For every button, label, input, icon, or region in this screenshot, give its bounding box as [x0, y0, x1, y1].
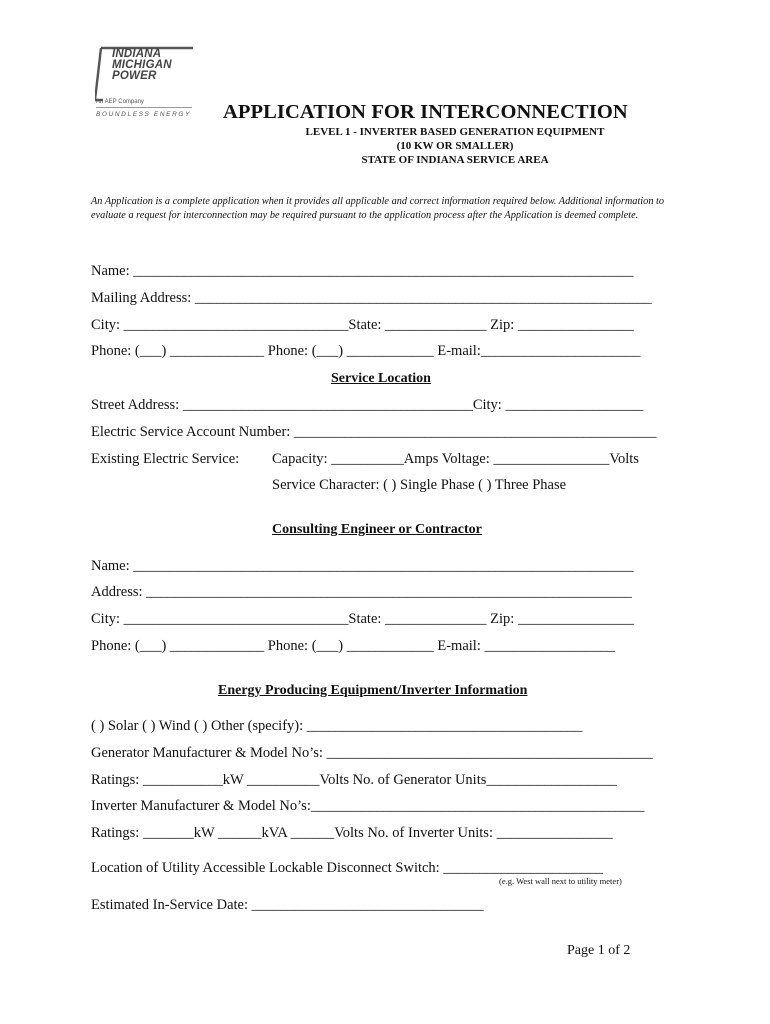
engineer-phone-email-field[interactable]: Phone: (___) _____________ Phone: (___) ____________ E-mail: __________________ — [91, 638, 615, 654]
inverter-ratings-field[interactable]: Ratings: _______kW ______kVA ______Volts No. of Inverter Units: ________________ — [91, 825, 613, 841]
logo-wordmark — [112, 49, 172, 82]
intro-paragraph: An Application is a complete application when it provides all applicable and correct information required below. Additional information to evaluate a request for interconnection may be required pursuant to the application process after the Application is deemed complete. — [91, 196, 665, 221]
applicant-name-field[interactable]: Name: _____________________________________________________________________ — [91, 263, 634, 279]
capacity-voltage-field[interactable]: Capacity: __________Amps Voltage: ________________Volts — [272, 451, 639, 467]
logo-line-2: MICHIGAN — [112, 59, 172, 71]
page-title: APPLICATION FOR INTERCONNECTION — [223, 101, 628, 123]
logo-line-3: POWER — [112, 70, 157, 82]
generator-model-field[interactable]: Generator Manufacturer & Model No’s: _____________________________________________ — [91, 745, 653, 761]
engineer-city-state-zip-field[interactable]: City: _______________________________State: ______________ Zip: ________________ — [91, 611, 634, 627]
generator-ratings-field[interactable]: Ratings: ___________kW __________Volts No. of Generator Units__________________ — [91, 772, 617, 788]
engineer-heading: Consulting Engineer or Contractor — [272, 522, 482, 537]
equipment-type-field[interactable]: ( ) Solar ( ) Wind ( ) Other (specify): ______________________________________ — [91, 718, 583, 734]
existing-service-label: Existing Electric Service: — [91, 451, 240, 467]
applicant-phone-email-field[interactable]: Phone: (___) _____________ Phone: (___) ____________ E-mail:______________________ — [91, 343, 641, 359]
account-number-field[interactable]: Electric Service Account Number: __________________________________________________ — [91, 424, 657, 440]
disconnect-location-field[interactable]: Location of Utility Accessible Lockable Disconnect Switch: ______________________ — [91, 860, 603, 876]
subtitle-level: LEVEL 1 - INVERTER BASED GENERATION EQUIPMENT — [305, 126, 605, 138]
applicant-mailing-address-field[interactable]: Mailing Address: _______________________________________________________________ — [91, 290, 652, 306]
page-number: Page 1 of 2 — [567, 943, 631, 958]
subtitle-area: STATE OF INDIANA SERVICE AREA — [361, 154, 549, 166]
inverter-model-field[interactable]: Inverter Manufacturer & Model No’s:______________________________________________ — [91, 798, 645, 814]
logo-divider — [96, 107, 192, 108]
subtitle-size: (10 KW OR SMALLER) — [396, 140, 514, 152]
street-address-field[interactable]: Street Address: ________________________________________City: ___________________ — [91, 397, 644, 413]
logo-line-1: INDIANA — [112, 48, 162, 60]
in-service-date-field[interactable]: Estimated In-Service Date: ________________________________ — [91, 897, 484, 913]
logo-tagline: BOUNDLESS ENERGY — [96, 111, 191, 118]
service-character-field[interactable]: Service Character: ( ) Single Phase ( ) Three Phase — [272, 477, 567, 493]
service-location-heading: Service Location — [331, 371, 431, 386]
applicant-city-state-zip-field[interactable]: City: _______________________________State: ______________ Zip: ________________ — [91, 317, 634, 333]
engineer-name-field[interactable]: Name: _____________________________________________________________________ — [91, 558, 634, 574]
engineer-address-field[interactable]: Address: ___________________________________________________________________ — [91, 584, 632, 600]
disconnect-example-note: (e.g. West wall next to utility meter) — [499, 876, 622, 886]
equipment-heading: Energy Producing Equipment/Inverter Information — [218, 683, 528, 698]
logo-company: An AEP Company — [96, 99, 144, 105]
